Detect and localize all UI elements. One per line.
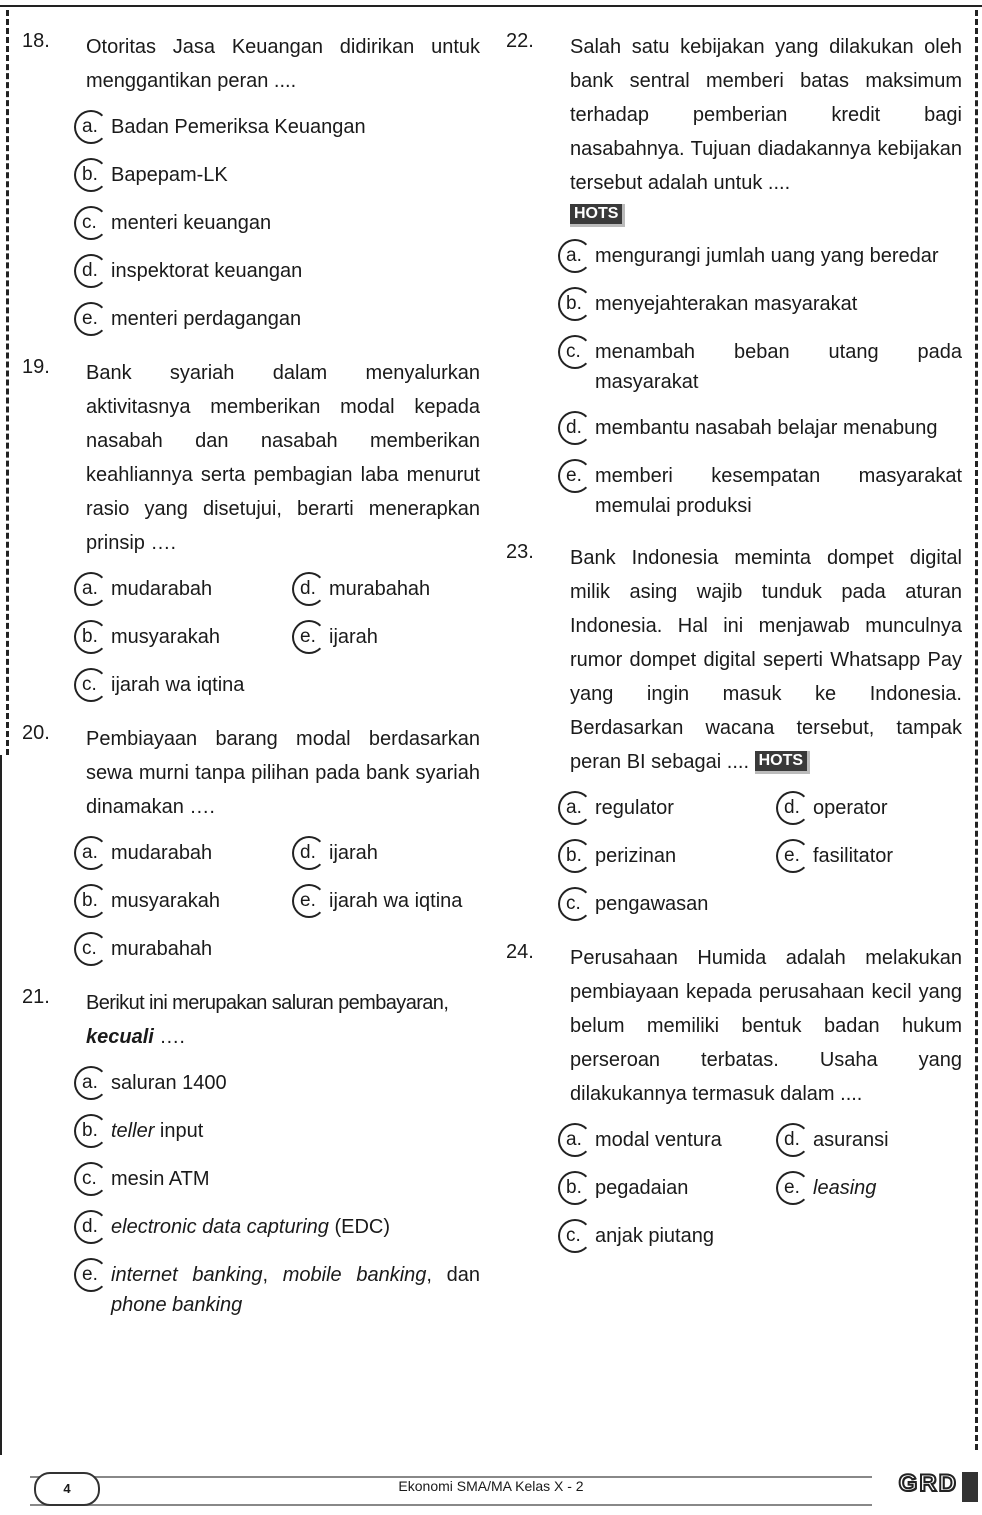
option-text-sep-2: , dan xyxy=(426,1264,481,1286)
option-letter: c. xyxy=(74,932,108,966)
option-letter: d. xyxy=(292,572,326,606)
option-text: Bapepam-LK xyxy=(111,164,228,186)
option-letter: c. xyxy=(558,335,592,369)
question-number: 21. xyxy=(22,986,50,1008)
option-letter: a. xyxy=(74,836,108,870)
option-text: murabahah xyxy=(329,578,431,600)
question-22 xyxy=(506,30,962,521)
option-list xyxy=(558,241,962,521)
option-text: mesin ATM xyxy=(111,1168,210,1190)
option-b[interactable] xyxy=(74,160,480,192)
option-text: ijarah xyxy=(329,842,378,864)
option-text-rest: (EDC) xyxy=(328,1216,391,1238)
option-d[interactable] xyxy=(776,793,982,825)
question-number: 19. xyxy=(22,356,50,378)
option-a[interactable] xyxy=(74,112,480,144)
option-c[interactable] xyxy=(74,934,292,966)
logo-block xyxy=(962,1472,978,1502)
option-letter: e. xyxy=(74,302,108,336)
option-e[interactable] xyxy=(292,622,512,654)
option-letter: e. xyxy=(74,1258,108,1292)
option-a[interactable] xyxy=(558,241,962,273)
option-text-sep: , xyxy=(262,1264,283,1286)
option-c[interactable] xyxy=(74,208,480,240)
option-letter: d. xyxy=(74,1210,108,1244)
option-d[interactable] xyxy=(292,838,512,870)
option-b[interactable] xyxy=(74,1116,480,1148)
option-text: mudarabah xyxy=(111,842,213,864)
option-e[interactable] xyxy=(558,461,962,521)
question-text-emphasis: kecuali xyxy=(86,1026,154,1048)
left-column xyxy=(22,30,480,1340)
option-text-italic-3: phone banking xyxy=(111,1294,243,1316)
option-text-italic-2: mobile banking xyxy=(282,1264,427,1286)
question-number: 18. xyxy=(22,30,50,52)
option-text: menambah beban utang pada masyarakat xyxy=(595,341,962,394)
question-23 xyxy=(506,541,962,921)
question-24 xyxy=(506,941,962,1253)
question-text xyxy=(86,986,480,1054)
option-letter: e. xyxy=(776,839,810,873)
option-letter: b. xyxy=(558,839,592,873)
option-text: inspektorat keuangan xyxy=(111,260,303,282)
option-text: membantu nasabah belajar menabung xyxy=(595,417,938,440)
question-20 xyxy=(22,722,480,966)
option-b[interactable] xyxy=(74,886,292,918)
question-text: Bank syariah dalam menyalurkan aktivitasnya memberikan modal kepada nasabah dan nasabah memberikan keahliannya serta pembagian laba menurut rasio yang disetujui, berarti menerapkan prinsip …. xyxy=(86,362,480,554)
option-letter: a. xyxy=(74,110,108,144)
option-text: mudarabah xyxy=(111,578,213,600)
option-e[interactable] xyxy=(776,1173,982,1205)
hots-badge: HOTS xyxy=(755,751,810,774)
option-text: asuransi xyxy=(813,1129,889,1152)
option-text: Badan Pemeriksa Keuangan xyxy=(111,116,366,138)
option-c[interactable] xyxy=(558,889,776,921)
option-letter: e. xyxy=(558,459,592,493)
option-letter: a. xyxy=(558,1123,592,1157)
option-text: ijarah xyxy=(329,626,378,648)
option-e[interactable] xyxy=(776,841,982,873)
question-18 xyxy=(22,30,480,336)
option-text-italic: teller xyxy=(111,1120,155,1142)
option-a[interactable] xyxy=(74,838,292,870)
option-letter: e. xyxy=(292,884,326,918)
question-text: Pembiayaan barang modal berdasarkan sewa murni tanpa pilihan pada bank syariah dinamakan …. xyxy=(86,728,480,818)
option-list xyxy=(558,793,962,921)
option-text-italic: internet banking xyxy=(111,1264,263,1286)
option-text: anjak piutang xyxy=(595,1225,714,1248)
option-b[interactable] xyxy=(558,289,962,321)
option-letter: b. xyxy=(74,1114,108,1148)
option-list xyxy=(74,1068,480,1320)
question-text: Salah satu kebijakan yang dilakukan oleh bank sentral memberi batas maksimum terhadap pemberian kredit bagi nasabahnya. Tujuan diadakannya kebijakan tersebut adalah untuk .... xyxy=(570,36,962,194)
book-title: Ekonomi SMA/MA Kelas X - 2 xyxy=(398,1478,584,1494)
option-d[interactable] xyxy=(558,413,962,445)
option-letter: b. xyxy=(74,158,108,192)
option-text: operator xyxy=(813,797,888,820)
option-letter: c. xyxy=(74,1162,108,1196)
option-letter: a. xyxy=(74,572,108,606)
option-c[interactable] xyxy=(558,1221,776,1253)
left-border-lower xyxy=(0,755,2,1455)
option-letter: b. xyxy=(74,620,108,654)
option-list xyxy=(558,1125,962,1253)
right-column xyxy=(506,30,962,1273)
option-b[interactable] xyxy=(74,622,292,654)
option-text-italic: electronic data capturing xyxy=(111,1216,329,1238)
option-text: menteri perdagangan xyxy=(111,308,302,330)
option-a[interactable] xyxy=(558,793,776,825)
option-letter: c. xyxy=(74,668,108,702)
option-a[interactable] xyxy=(74,574,292,606)
option-text xyxy=(111,1212,390,1242)
option-letter: a. xyxy=(74,1066,108,1100)
option-list xyxy=(74,112,480,336)
option-text: modal ventura xyxy=(595,1129,722,1152)
question-19 xyxy=(22,356,480,702)
option-d[interactable] xyxy=(776,1125,982,1157)
option-letter: d. xyxy=(776,791,810,825)
option-text: murabahah xyxy=(111,938,213,960)
question-number: 24. xyxy=(506,941,534,964)
option-text: fasilitator xyxy=(813,845,894,868)
option-c[interactable] xyxy=(74,670,292,702)
top-border xyxy=(0,5,982,7)
option-e[interactable] xyxy=(74,304,480,336)
option-text: pegadaian xyxy=(595,1177,689,1200)
option-a[interactable] xyxy=(74,1068,480,1100)
question-text-end: …. xyxy=(153,1026,185,1048)
right-border xyxy=(975,10,978,1450)
publisher-logo: GRD xyxy=(898,1470,958,1497)
option-letter: a. xyxy=(558,791,592,825)
question-text: Otoritas Jasa Keuangan didirikan untuk menggantikan peran .... xyxy=(86,36,480,92)
option-letter: d. xyxy=(558,411,592,445)
option-text-rest: input xyxy=(154,1120,204,1142)
option-e[interactable] xyxy=(74,1260,480,1320)
option-letter: d. xyxy=(74,254,108,288)
option-c[interactable] xyxy=(74,1164,480,1196)
option-list xyxy=(74,838,480,966)
option-text: memberi kesempatan masyarakat memulai produksi xyxy=(595,465,962,518)
option-text: musyarakah xyxy=(111,890,220,912)
option-letter: e. xyxy=(292,620,326,654)
option-letter: b. xyxy=(74,884,108,918)
option-letter: e. xyxy=(776,1171,810,1205)
option-text: perizinan xyxy=(595,845,677,868)
option-text: mengurangi jumlah uang yang beredar xyxy=(595,245,939,268)
option-text: musyarakah xyxy=(111,626,220,648)
question-text-body: Bank Indonesia meminta dompet digital milik asing wajib tunduk pada aturan Indonesia. Hal ini menjawab munculnya rumor dompet digital seperti Whatsapp Pay yang ingin masuk ke Indonesia. Berdasarkan wacana tersebut, tampak peran BI sebagai .... xyxy=(570,547,962,774)
question-number: 20. xyxy=(22,722,50,744)
option-text: pengawasan xyxy=(595,893,709,916)
question-text-main: Berikut ini merupakan saluran pembayaran, xyxy=(86,992,449,1014)
option-d[interactable] xyxy=(74,1212,480,1244)
option-text: menyejahterakan masyarakat xyxy=(595,293,858,316)
option-letter: d. xyxy=(776,1123,810,1157)
question-number: 23. xyxy=(506,541,534,564)
question-text: Perusahaan Humida adalah melakukan pembiayaan kepada perusahaan kecil yang belum memiliki bentuk badan hukum perseroan terbatas. Usaha yang dilakukannya termasuk dalam .... xyxy=(570,947,962,1106)
option-letter: b. xyxy=(558,1171,592,1205)
question-number: 22. xyxy=(506,30,534,52)
option-text: ijarah wa iqtina xyxy=(329,890,463,912)
option-c[interactable] xyxy=(558,337,962,397)
question-text xyxy=(570,541,962,779)
option-text xyxy=(111,1260,480,1320)
option-b[interactable] xyxy=(558,1173,776,1205)
option-text: ijarah wa iqtina xyxy=(111,674,245,696)
option-b[interactable] xyxy=(558,841,776,873)
left-border xyxy=(6,10,9,755)
option-text: regulator xyxy=(595,797,674,820)
option-text: leasing xyxy=(813,1177,877,1200)
page-footer xyxy=(0,1468,982,1512)
option-d[interactable] xyxy=(292,574,512,606)
option-letter: c. xyxy=(558,1219,592,1253)
option-letter: b. xyxy=(558,287,592,321)
option-a[interactable] xyxy=(558,1125,776,1157)
option-text xyxy=(111,1116,203,1146)
page-number: 4 xyxy=(34,1472,100,1506)
option-letter: d. xyxy=(292,836,326,870)
option-d[interactable] xyxy=(74,256,480,288)
question-21 xyxy=(22,986,480,1320)
hots-badge: HOTS xyxy=(570,204,625,227)
option-list xyxy=(74,574,480,702)
option-letter: a. xyxy=(558,239,592,273)
option-text: saluran 1400 xyxy=(111,1072,227,1094)
option-letter: c. xyxy=(558,887,592,921)
option-letter: c. xyxy=(74,206,108,240)
option-e[interactable] xyxy=(292,886,512,918)
option-text: menteri keuangan xyxy=(111,212,272,234)
